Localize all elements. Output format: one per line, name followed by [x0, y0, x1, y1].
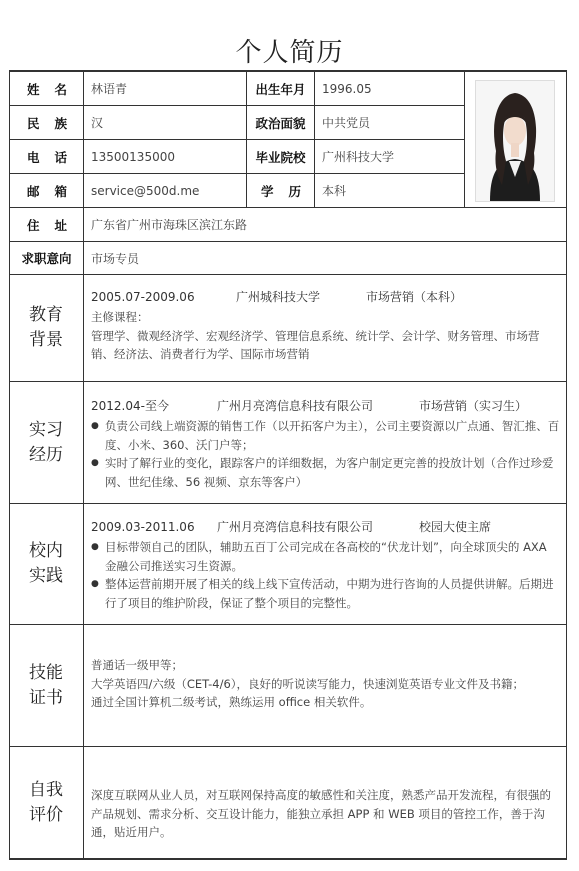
name-label: 姓 名	[27, 81, 67, 97]
ethnicity-label: 民 族	[27, 115, 67, 131]
resume-title: 个人简历	[235, 38, 344, 68]
bullet-icon: ●	[91, 579, 99, 589]
bullet-text: 负责公司线上端资源的销售工作（以开拓客户为主），公司主要资源以广点通、智汇推、百度、小米、360、沃门户等；	[105, 419, 560, 452]
internship-header	[91, 397, 561, 417]
internship-bullet	[91, 417, 561, 454]
bullet-icon: ●	[91, 542, 99, 552]
campus-label: 校内 实践	[29, 541, 63, 586]
internship-content	[91, 397, 561, 491]
degree-label: 学 历	[261, 183, 301, 199]
col-rule	[314, 70, 315, 207]
profile-photo	[475, 80, 555, 202]
address-label: 住 址	[27, 217, 67, 233]
bullet-icon: ●	[91, 421, 99, 431]
skill-line: 大学英语四/六级（CET-4/6），良好的听说读写能力，快速浏览英语专业文件及书籍；	[91, 676, 525, 691]
email-value[interactable]: service@500d.me	[91, 183, 200, 198]
campus-role: 校园大使主席	[419, 520, 492, 534]
row-rule	[9, 503, 567, 504]
internship-role: 市场营销（实习生）	[419, 399, 528, 413]
education-header	[91, 288, 561, 308]
skills-label: 技能 证书	[29, 662, 63, 708]
education-label: 教育 背景	[29, 305, 63, 350]
ethnicity-value: 汉	[91, 116, 104, 130]
skills-content	[91, 656, 561, 712]
courses-list: 管理学、微观经济学、宏观经济学、管理信息系统、统计学、会计学、财务管理、市场营销、经济法、消费者行为学、国际市场营销	[91, 328, 540, 361]
campus-company: 广州月亮湾信息科技有限公司	[217, 520, 374, 534]
self-content: 深度互联网从业人员，对互联网保持高度的敏感性和关注度，熟悉产品开发流程，有很强的产品规划、需求分析、交互设计能力，能独立承担 APP 和 WEB 项目的管控工作，善于沟通，贴近用户。	[91, 788, 551, 839]
name-value: 林语青	[91, 82, 128, 96]
campus-period: 2009.03-2011.06	[91, 520, 195, 534]
courses-title: 主修课程：	[91, 310, 149, 324]
school-value: 广州科技大学	[322, 150, 395, 164]
row-rule	[9, 624, 567, 625]
education-school: 广州城科技大学	[236, 290, 321, 304]
phone-label: 电 话	[27, 149, 67, 165]
row-rule	[9, 381, 567, 382]
political-value: 中共党员	[322, 116, 371, 130]
intent-value: 市场专员	[91, 251, 140, 266]
campus-content	[91, 518, 561, 612]
internship-company: 广州月亮湾信息科技有限公司	[217, 399, 374, 413]
bullet-text: 整体运营前期开展了相关的线上线下宣传活动，中期为进行咨询的人员提供讲解。后期进行了项目的维护阶段，保证了整个项目的完整性。	[105, 577, 554, 610]
table-border-right	[566, 70, 567, 860]
internship-bullet	[91, 454, 561, 491]
bullet-text: 目标带领自己的团队，辅助五百丁公司完成在各高校的“伏龙计划”，向全球顶尖的 AXA 金融公司推送实习生资源。	[105, 540, 547, 573]
email-label: 邮 箱	[27, 183, 67, 199]
resume-table	[9, 70, 567, 860]
campus-header	[91, 518, 561, 538]
campus-bullet	[91, 575, 561, 612]
internship-period: 2012.04-至今	[91, 399, 169, 413]
education-major: 市场营销（本科）	[366, 290, 463, 304]
school-label: 毕业院校	[255, 149, 306, 165]
portrait-image	[476, 81, 554, 201]
table-border-bottom	[9, 858, 567, 860]
skill-line: 通过全国计算机二级考试，熟练运用 office 相关软件。	[91, 695, 372, 709]
degree-value: 本科	[322, 184, 347, 198]
skill-line: 普通话一级甲等；	[91, 658, 183, 672]
col-rule	[83, 70, 84, 860]
bullet-text: 实时了解行业的变化，跟踪客户的详细数据，为客户制定更完善的投放计划（合作过珍爱网、世纪佳缘、56 视频、京东等客户）	[105, 456, 554, 489]
education-period: 2005.07-2009.06	[91, 290, 195, 304]
internship-label: 实习 经历	[29, 419, 63, 465]
political-label: 政治面貌	[255, 115, 306, 131]
phone-value: 13500135000	[91, 149, 175, 164]
bullet-icon: ●	[91, 458, 99, 468]
birth-label: 出生年月	[255, 81, 306, 97]
col-rule	[464, 70, 465, 207]
education-content	[91, 288, 561, 364]
row-rule	[9, 746, 567, 747]
campus-bullet	[91, 538, 561, 575]
self-label: 自我 评价	[29, 779, 63, 825]
birth-value: 1996.05	[322, 81, 372, 96]
address-value: 广东省广州市海珠区滨江东路	[91, 218, 248, 232]
row-rule	[9, 274, 567, 275]
intent-label: 求职意向	[21, 251, 72, 266]
